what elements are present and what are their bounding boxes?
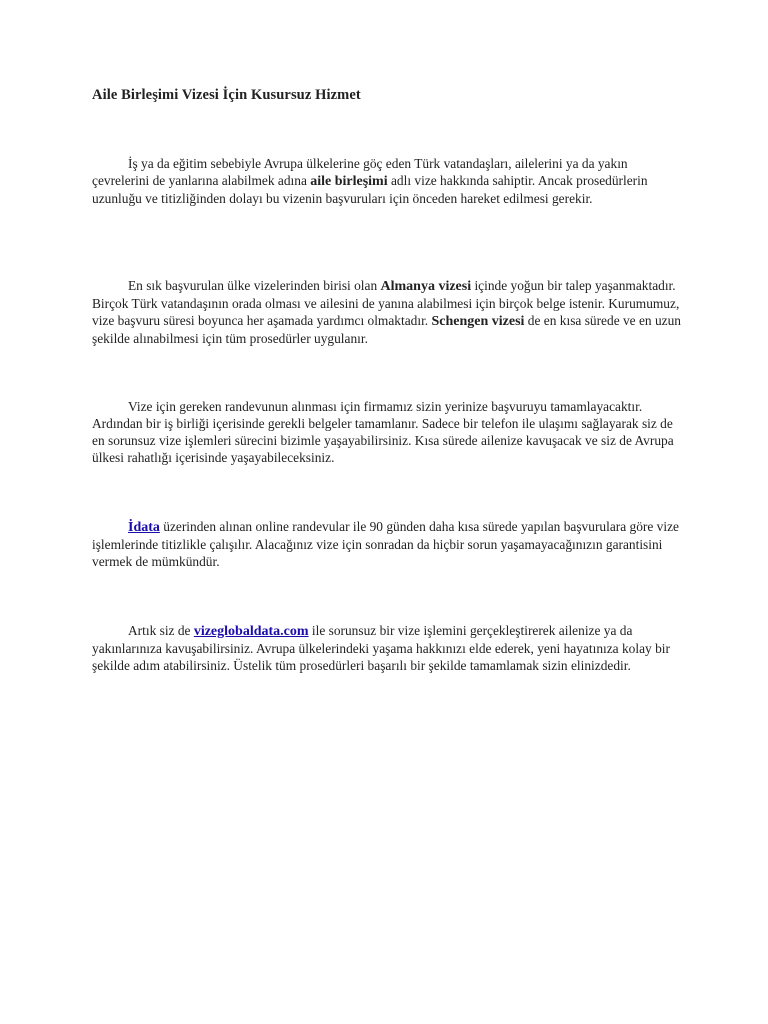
paragraph-aile-birlesimi (92, 155, 682, 207)
paragraph-text: İş ya da eğitim sebebiyle Avrupa ülkelerine göç eden Türk vatandaşları, ailelerini ya da yakın çevrelerini de yanlarına alabilmek adına (92, 156, 628, 188)
bold-keyword-almanya-vizesi: Almanya vizesi (380, 279, 472, 294)
paragraph-text: de en kısa sürede ve en uzun şekilde alınabilmesi için tüm prosedürler uygulanır. (92, 313, 681, 346)
paragraph-text: En sık başvurulan ülke vizelerinden birisi olan (128, 278, 381, 293)
paragraph-randevu (92, 398, 682, 466)
paragraph-almanya-vizesi (92, 277, 682, 347)
vizeglobaldata-link[interactable]: vizeglobaldata.com (193, 624, 309, 639)
bold-keyword-aile-birlesimi: aile birleşimi (310, 174, 388, 189)
paragraph-idata (92, 518, 682, 570)
document-title: Aile Birleşimi Vizesi İçin Kusursuz Hizmet (92, 87, 361, 103)
bold-keyword-schengen-vizesi: Schengen vizesi (431, 314, 525, 329)
paragraph-text: ile sorunsuz bir vize işlemini gerçekleştirerek ailenize ya da yakınlarınıza kavuşabilirsiniz. Avrupa ülkelerindeki yaşama hakkınızı elde ederek, yeni hayatınıza kolay bir şekilde adım atabilirsiniz. Üstelik tüm prosedürleri başarılı bir şekilde tamamlamak sizin elinizdedir. (92, 623, 670, 673)
paragraph-text: adlı vize hakkında sahiptir. Ancak prosedürlerin uzunluğu ve titizliğinden dolayı bu vizenin başvuruları için önceden hareket edilmesi gerekir. (92, 173, 648, 206)
paragraph-vizeglobaldata (92, 622, 682, 674)
paragraph-text: Vize için gereken randevunun alınması için firmamız sizin yerinize başvuruyu tamamlayacaktır. Ardından bir iş birliği içerisinde gerekli belgeler tamamlanır. Sadece bir telefon ile ulaşımı sağlayarak siz de en sorunsuz vize işlemleri sürecini bizimle yaşayabilirsiniz. Kısa sürede ailenize kavuşacak ve siz de Avrupa ülkesi rahatlığı içerisinde yaşayabileceksiniz. (92, 399, 674, 465)
paragraph-text: Artık siz de (128, 623, 194, 638)
paragraph-text: içinde yoğun bir talep yaşanmaktadır. Birçok Türk vatandaşının orada olması ve ailesini de yanına alabilmesi için birçok belge istenir. Kurumumuz, vize başvuru süresi boyunca her aşamada yardımcı olmaktadır. (92, 278, 680, 328)
idata-link[interactable]: İdata (128, 520, 160, 535)
paragraph-text: üzerinden alınan online randevular ile 90 günden daha kısa sürede yapılan başvurulara göre vize işlemlerinde titizlikle çalışılır. Alacağınız vize için sonradan da hiçbir sorun yaşamayacağınızın garantisini vermek de mümkündür. (92, 519, 679, 569)
